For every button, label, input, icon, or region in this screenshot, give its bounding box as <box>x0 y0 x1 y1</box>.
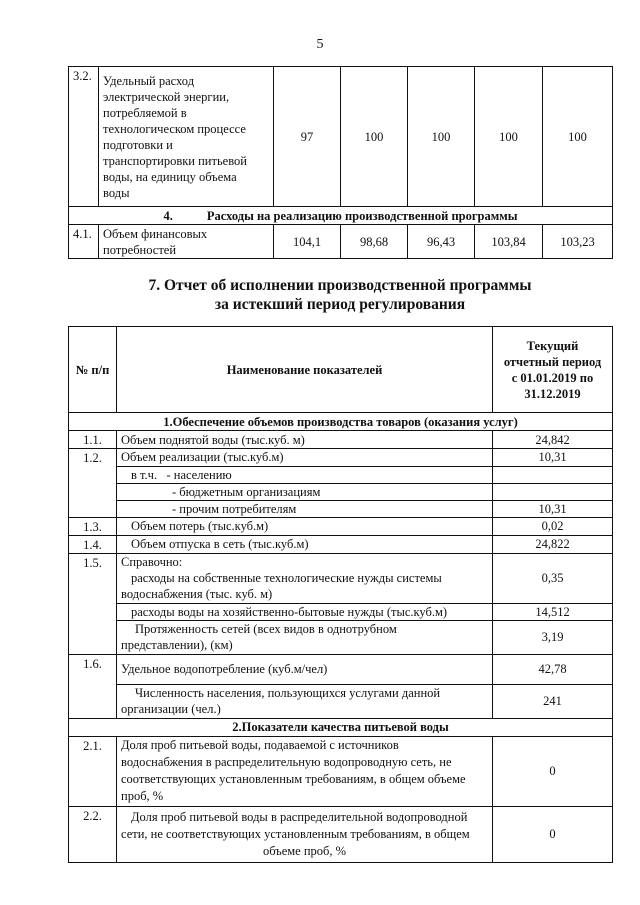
value-cell: 42,78 <box>493 654 613 684</box>
indicator-name: Доля проб питьевой воды, подаваемой с источников водоснабжения в распределительную водопроводную сеть, не соответствующих установленным требованиям, в общем объеме проб, % <box>117 736 493 806</box>
row-number: 1.4. <box>69 535 117 553</box>
section-heading: 7. Отчет об исполнении производственной программы за истекший период регулирования <box>148 277 532 313</box>
value-cell: 98,68 <box>341 225 408 259</box>
indicator-name: Объем поднятой воды (тыс.куб. м) <box>117 431 493 449</box>
table-row <box>69 603 613 620</box>
row-number: 1.2. <box>69 449 117 467</box>
value-cell: 0 <box>493 806 613 862</box>
table-row <box>69 67 613 207</box>
value-cell: 100 <box>341 67 408 207</box>
column-header-name: Наименование показателей <box>117 327 493 413</box>
table-row <box>69 483 613 500</box>
indicator-name: в т.ч. - населению <box>117 466 493 483</box>
page-number: 5 <box>316 37 324 52</box>
indicator-name: Численность населения, пользующихся услугами данной организации (чел.) <box>117 684 493 718</box>
value-cell: 0,02 <box>493 517 613 535</box>
value-cell <box>493 466 613 483</box>
column-header-period: Текущий отчетный период с 01.01.2019 по 31.12.2019 <box>493 327 613 413</box>
row-number: 3.2. <box>69 67 99 207</box>
table-row <box>69 225 613 259</box>
section-row <box>69 207 613 225</box>
indicator-name: Объем финансовых потребностей <box>99 225 274 259</box>
table-row <box>69 736 613 806</box>
table-row <box>69 684 613 718</box>
table-row <box>69 553 613 603</box>
table-row <box>69 500 613 517</box>
value-cell: 100 <box>408 67 475 207</box>
value-cell: 103,23 <box>543 225 613 259</box>
table-row <box>69 466 613 483</box>
indicator-name: Доля проб питьевой воды в распределительной водопроводной сети, не соответствующих установленным требованиям, в общем объеме проб, % <box>117 806 493 862</box>
row-number: 1.3. <box>69 517 117 535</box>
section-title: 2.Показатели качества питьевой воды <box>69 718 613 736</box>
value-cell: 96,43 <box>408 225 475 259</box>
column-header-number: № п/п <box>69 327 117 413</box>
table-row <box>69 449 613 467</box>
value-cell: 10,31 <box>493 500 613 517</box>
row-number: 2.1. <box>69 736 117 806</box>
row-number: 4.1. <box>69 225 99 259</box>
indicator-name: Объем потерь (тыс.куб.м) <box>117 517 493 535</box>
value-cell: 24,822 <box>493 535 613 553</box>
table-row <box>69 517 613 535</box>
value-cell: 100 <box>543 67 613 207</box>
table-row <box>69 654 613 684</box>
row-number: 1.6. <box>69 654 117 684</box>
indicator-name: Справочно: расходы на собственные технологические нужды системы водоснабжения (тыс. куб. м) <box>117 553 493 603</box>
table-row <box>69 535 613 553</box>
value-cell <box>493 483 613 500</box>
section-row <box>69 413 613 431</box>
value-cell: 0,35 <box>493 553 613 603</box>
row-number: 1.5. <box>69 553 117 603</box>
value-cell: 103,84 <box>475 225 543 259</box>
indicator-name: Удельный расход электрической энергии, потребляемой в технологическом процессе подготовки и транспортировки питьевой воды, на единицу объема воды <box>99 67 274 207</box>
row-number: 1.1. <box>69 431 117 449</box>
indicator-name: Протяженность сетей (всех видов в однотрубном представлении), (км) <box>117 620 493 654</box>
indicator-name: расходы воды на хозяйственно-бытовые нужды (тыс.куб.м) <box>117 603 493 620</box>
value-cell: 24,842 <box>493 431 613 449</box>
value-cell: 104,1 <box>274 225 341 259</box>
indicator-name: Объем отпуска в сеть (тыс.куб.м) <box>117 535 493 553</box>
value-cell: 3,19 <box>493 620 613 654</box>
table-row <box>69 806 613 862</box>
table-row <box>69 620 613 654</box>
row-number: 2.2. <box>69 806 117 862</box>
value-cell: 100 <box>475 67 543 207</box>
value-cell: 97 <box>274 67 341 207</box>
header-row <box>69 327 613 413</box>
indicator-name: - прочим потребителям <box>117 500 493 517</box>
value-cell: 10,31 <box>493 449 613 467</box>
indicator-name: Объем реализации (тыс.куб.м) <box>117 449 493 467</box>
indicator-name: Удельное водопотребление (куб.м/чел) <box>117 654 493 684</box>
value-cell: 241 <box>493 684 613 718</box>
section-title: 4. Расходы на реализацию производственной программы <box>69 207 613 225</box>
table-report <box>68 326 613 863</box>
table-program-indicators <box>68 66 613 259</box>
section-row <box>69 718 613 736</box>
indicator-name: - бюджетным организациям <box>117 483 493 500</box>
section-title: 1.Обеспечение объемов производства товаров (оказания услуг) <box>69 413 613 431</box>
table-row <box>69 431 613 449</box>
value-cell: 0 <box>493 736 613 806</box>
value-cell: 14,512 <box>493 603 613 620</box>
